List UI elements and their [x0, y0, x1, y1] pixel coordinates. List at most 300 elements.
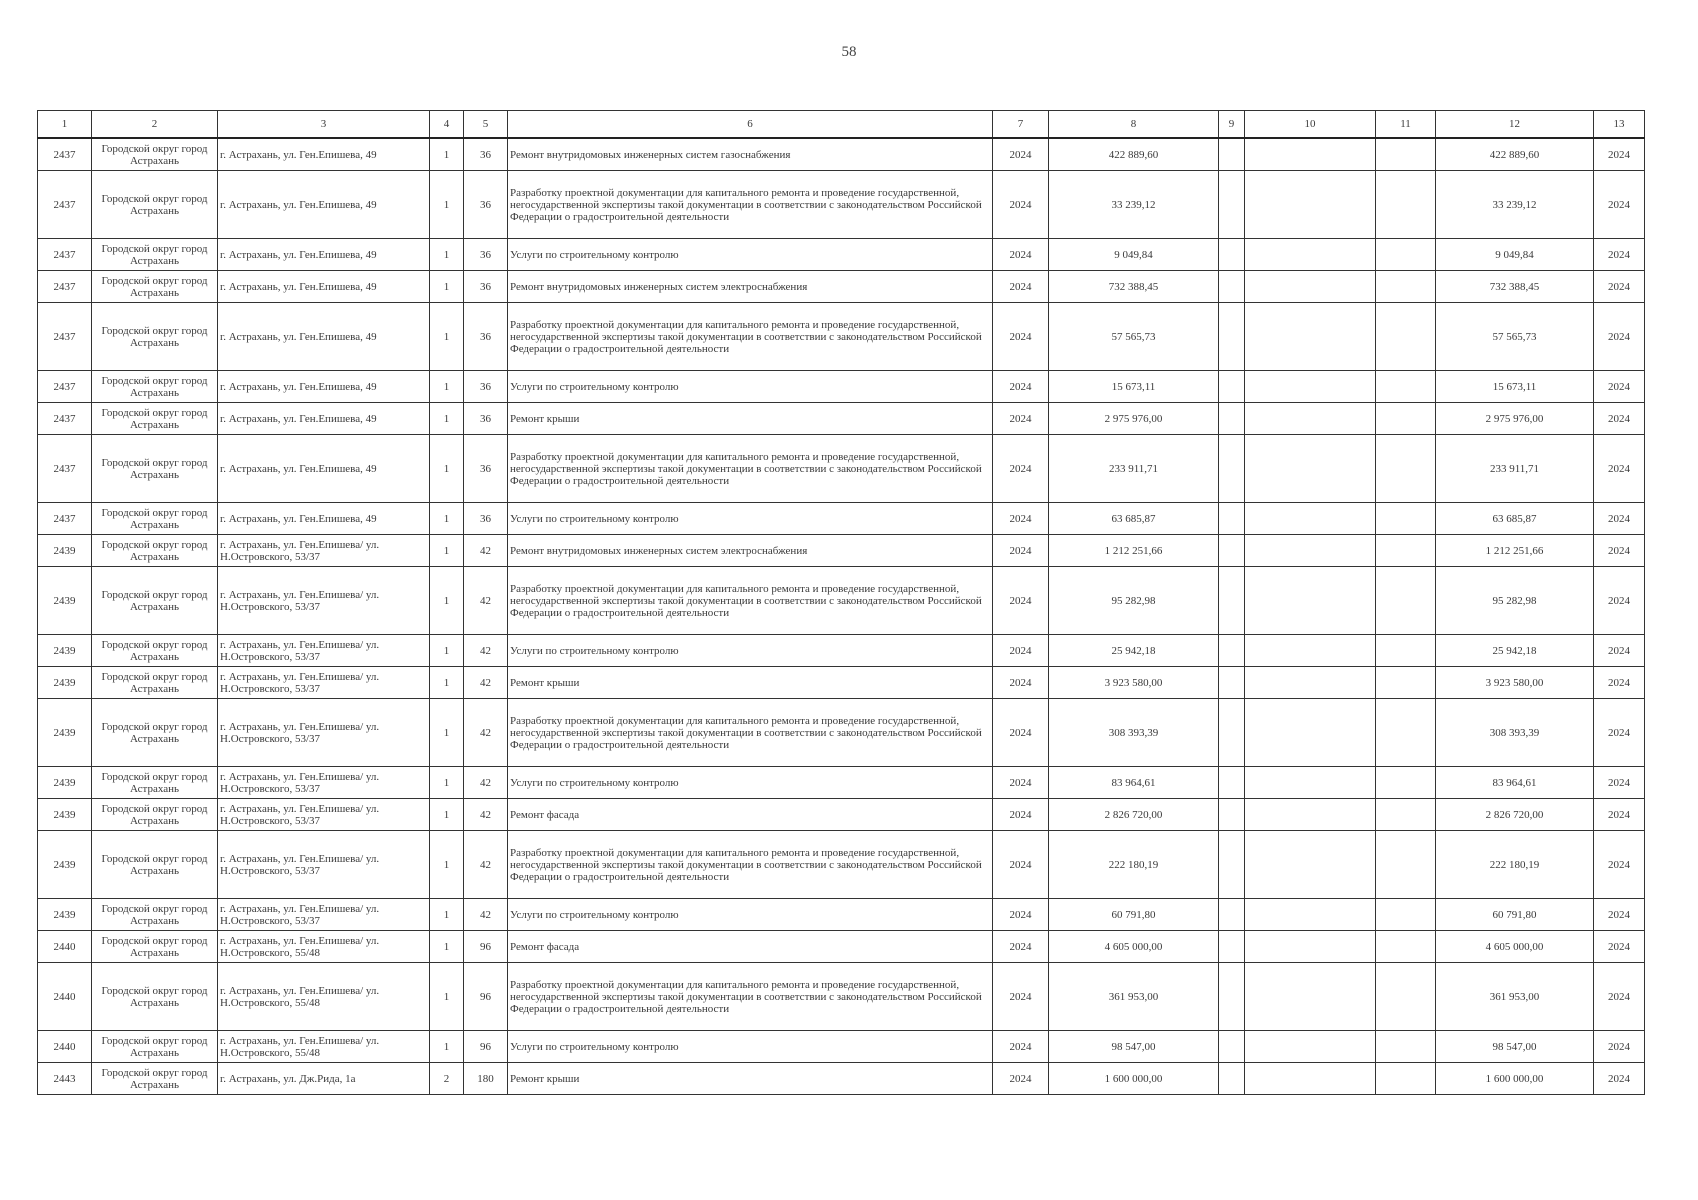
col-10-value: [1245, 699, 1376, 767]
total-cost: 3 923 580,00: [1049, 667, 1219, 699]
object-id: 2437: [38, 303, 92, 371]
work-type: Услуги по строительному контролю: [508, 767, 993, 799]
year: 2024: [993, 931, 1049, 963]
table-row: [38, 635, 1645, 667]
col-4-value: 1: [430, 667, 464, 699]
municipality: Городской округ город Астрахань: [92, 831, 218, 899]
address: г. Астрахань, ул. Ген.Епишева, 49: [218, 371, 430, 403]
municipality: Городской округ город Астрахань: [92, 767, 218, 799]
col-12-value: 33 239,12: [1436, 171, 1594, 239]
municipality: Городской округ город Астрахань: [92, 535, 218, 567]
col-10-value: [1245, 171, 1376, 239]
total-cost: 2 826 720,00: [1049, 799, 1219, 831]
work-type: Разработку проектной документации для капитального ремонта и проведение государственной, негосударственной экспертизы такой документации в соответствии с законодательством Российской Федерации о градостроительной деятельности: [508, 831, 993, 899]
work-type: Разработку проектной документации для капитального ремонта и проведение государственной, негосударственной экспертизы такой документации в соответствии с законодательством Российской Федерации о градостроительной деятельности: [508, 303, 993, 371]
total-cost: 9 049,84: [1049, 239, 1219, 271]
col-4-value: 1: [430, 171, 464, 239]
col-11-value: [1376, 435, 1436, 503]
col-5-value: 42: [464, 799, 508, 831]
address: г. Астрахань, ул. Ген.Епишева/ ул. Н.Островского, 55/48: [218, 1031, 430, 1063]
table-row: [38, 931, 1645, 963]
municipality: Городской округ город Астрахань: [92, 1063, 218, 1095]
object-id: 2437: [38, 435, 92, 503]
col-5-value: 36: [464, 138, 508, 171]
address: г. Астрахань, ул. Ген.Епишева/ ул. Н.Островского, 53/37: [218, 899, 430, 931]
col-10-value: [1245, 535, 1376, 567]
year: 2024: [993, 138, 1049, 171]
municipality: Городской округ город Астрахань: [92, 271, 218, 303]
col-9-value: [1219, 171, 1245, 239]
address: г. Астрахань, ул. Ген.Епишева/ ул. Н.Островского, 53/37: [218, 535, 430, 567]
work-type: Ремонт внутридомовых инженерных систем электроснабжения: [508, 271, 993, 303]
col-9-value: [1219, 635, 1245, 667]
object-id: 2437: [38, 403, 92, 435]
year: 2024: [993, 403, 1049, 435]
object-id: 2439: [38, 899, 92, 931]
page-number: 58: [841, 44, 857, 60]
col-5-value: 42: [464, 535, 508, 567]
col-9-value: [1219, 535, 1245, 567]
col-11-value: [1376, 799, 1436, 831]
col-4-value: 1: [430, 699, 464, 767]
address: г. Астрахань, ул. Дж.Рида, 1а: [218, 1063, 430, 1095]
col-4-value: 1: [430, 535, 464, 567]
column-number-11: 11: [1376, 111, 1436, 139]
column-number-10: 10: [1245, 111, 1376, 139]
municipality: Городской округ город Астрахань: [92, 667, 218, 699]
col-13-value: 2024: [1594, 535, 1645, 567]
col-10-value: [1245, 1031, 1376, 1063]
work-type: Разработку проектной документации для капитального ремонта и проведение государственной, негосударственной экспертизы такой документации в соответствии с законодательством Российской Федерации о градостроительной деятельности: [508, 435, 993, 503]
col-9-value: [1219, 931, 1245, 963]
col-10-value: [1245, 931, 1376, 963]
object-id: 2437: [38, 271, 92, 303]
work-type: Ремонт крыши: [508, 667, 993, 699]
address: г. Астрахань, ул. Ген.Епишева, 49: [218, 171, 430, 239]
col-13-value: 2024: [1594, 503, 1645, 535]
column-number-row: [38, 111, 1645, 139]
col-9-value: [1219, 667, 1245, 699]
municipality: Городской округ город Астрахань: [92, 963, 218, 1031]
col-11-value: [1376, 667, 1436, 699]
total-cost: 98 547,00: [1049, 1031, 1219, 1063]
column-number-7: 7: [993, 111, 1049, 139]
col-5-value: 42: [464, 567, 508, 635]
year: 2024: [993, 567, 1049, 635]
col-11-value: [1376, 503, 1436, 535]
col-4-value: 1: [430, 635, 464, 667]
col-5-value: 180: [464, 1063, 508, 1095]
col-11-value: [1376, 303, 1436, 371]
col-9-value: [1219, 435, 1245, 503]
municipality: Городской округ город Астрахань: [92, 567, 218, 635]
table-row: [38, 403, 1645, 435]
total-cost: 15 673,11: [1049, 371, 1219, 403]
col-11-value: [1376, 699, 1436, 767]
year: 2024: [993, 767, 1049, 799]
total-cost: 33 239,12: [1049, 171, 1219, 239]
work-type: Услуги по строительному контролю: [508, 1031, 993, 1063]
col-12-value: 3 923 580,00: [1436, 667, 1594, 699]
municipality: Городской округ город Астрахань: [92, 1031, 218, 1063]
column-number-2: 2: [92, 111, 218, 139]
table-row: [38, 239, 1645, 271]
col-12-value: 1 600 000,00: [1436, 1063, 1594, 1095]
col-4-value: 1: [430, 138, 464, 171]
year: 2024: [993, 503, 1049, 535]
col-4-value: 1: [430, 767, 464, 799]
address: г. Астрахань, ул. Ген.Епишева, 49: [218, 403, 430, 435]
total-cost: 422 889,60: [1049, 138, 1219, 171]
col-10-value: [1245, 239, 1376, 271]
col-12-value: 422 889,60: [1436, 138, 1594, 171]
col-4-value: 1: [430, 567, 464, 635]
year: 2024: [993, 271, 1049, 303]
address: г. Астрахань, ул. Ген.Епишева, 49: [218, 303, 430, 371]
municipality: Городской округ город Астрахань: [92, 138, 218, 171]
work-type: Услуги по строительному контролю: [508, 635, 993, 667]
address: г. Астрахань, ул. Ген.Епишева/ ул. Н.Островского, 55/48: [218, 931, 430, 963]
col-13-value: 2024: [1594, 899, 1645, 931]
col-9-value: [1219, 899, 1245, 931]
year: 2024: [993, 799, 1049, 831]
work-type: Услуги по строительному контролю: [508, 239, 993, 271]
year: 2024: [993, 171, 1049, 239]
total-cost: 83 964,61: [1049, 767, 1219, 799]
year: 2024: [993, 899, 1049, 931]
year: 2024: [993, 239, 1049, 271]
total-cost: 2 975 976,00: [1049, 403, 1219, 435]
col-5-value: 42: [464, 635, 508, 667]
col-13-value: 2024: [1594, 799, 1645, 831]
work-type: Ремонт крыши: [508, 403, 993, 435]
table-row: [38, 535, 1645, 567]
total-cost: 95 282,98: [1049, 567, 1219, 635]
col-11-value: [1376, 963, 1436, 1031]
col-11-value: [1376, 271, 1436, 303]
col-10-value: [1245, 138, 1376, 171]
col-11-value: [1376, 535, 1436, 567]
municipality: Городской округ город Астрахань: [92, 899, 218, 931]
address: г. Астрахань, ул. Ген.Епишева, 49: [218, 138, 430, 171]
municipality: Городской округ город Астрахань: [92, 699, 218, 767]
work-type: Услуги по строительному контролю: [508, 503, 993, 535]
col-4-value: 1: [430, 1031, 464, 1063]
col-4-value: 1: [430, 371, 464, 403]
col-10-value: [1245, 271, 1376, 303]
col-4-value: 1: [430, 899, 464, 931]
col-12-value: 9 049,84: [1436, 239, 1594, 271]
col-13-value: 2024: [1594, 963, 1645, 1031]
col-5-value: 96: [464, 931, 508, 963]
table-row: [38, 271, 1645, 303]
col-13-value: 2024: [1594, 271, 1645, 303]
total-cost: 25 942,18: [1049, 635, 1219, 667]
table-row: [38, 767, 1645, 799]
object-id: 2437: [38, 171, 92, 239]
col-10-value: [1245, 403, 1376, 435]
table-row: [38, 371, 1645, 403]
table-row: [38, 503, 1645, 535]
col-11-value: [1376, 239, 1436, 271]
year: 2024: [993, 635, 1049, 667]
col-9-value: [1219, 239, 1245, 271]
col-4-value: 1: [430, 239, 464, 271]
col-10-value: [1245, 667, 1376, 699]
col-5-value: 36: [464, 371, 508, 403]
col-13-value: 2024: [1594, 171, 1645, 239]
work-type: Разработку проектной документации для капитального ремонта и проведение государственной, негосударственной экспертизы такой документации в соответствии с законодательством Российской Федерации о градостроительной деятельности: [508, 963, 993, 1031]
col-5-value: 42: [464, 699, 508, 767]
col-12-value: 361 953,00: [1436, 963, 1594, 1031]
object-id: 2439: [38, 767, 92, 799]
total-cost: 222 180,19: [1049, 831, 1219, 899]
column-number-6: 6: [508, 111, 993, 139]
col-12-value: 2 826 720,00: [1436, 799, 1594, 831]
column-number-13: 13: [1594, 111, 1645, 139]
col-13-value: 2024: [1594, 667, 1645, 699]
municipality: Городской округ город Астрахань: [92, 503, 218, 535]
col-13-value: 2024: [1594, 831, 1645, 899]
col-5-value: 42: [464, 767, 508, 799]
year: 2024: [993, 1031, 1049, 1063]
col-4-value: 1: [430, 403, 464, 435]
object-id: 2439: [38, 535, 92, 567]
address: г. Астрахань, ул. Ген.Епишева/ ул. Н.Островского, 53/37: [218, 699, 430, 767]
col-10-value: [1245, 371, 1376, 403]
col-10-value: [1245, 963, 1376, 1031]
col-10-value: [1245, 503, 1376, 535]
col-13-value: 2024: [1594, 239, 1645, 271]
address: г. Астрахань, ул. Ген.Епишева/ ул. Н.Островского, 53/37: [218, 635, 430, 667]
col-13-value: 2024: [1594, 635, 1645, 667]
col-9-value: [1219, 1063, 1245, 1095]
municipality: Городской округ город Астрахань: [92, 303, 218, 371]
municipality: Городской округ город Астрахань: [92, 239, 218, 271]
col-12-value: 4 605 000,00: [1436, 931, 1594, 963]
col-12-value: 308 393,39: [1436, 699, 1594, 767]
col-10-value: [1245, 1063, 1376, 1095]
work-type: Ремонт внутридомовых инженерных систем газоснабжения: [508, 138, 993, 171]
col-11-value: [1376, 371, 1436, 403]
year: 2024: [993, 963, 1049, 1031]
municipality: Городской округ город Астрахань: [92, 635, 218, 667]
col-10-value: [1245, 567, 1376, 635]
column-number-5: 5: [464, 111, 508, 139]
total-cost: 308 393,39: [1049, 699, 1219, 767]
col-4-value: 1: [430, 271, 464, 303]
col-12-value: 60 791,80: [1436, 899, 1594, 931]
col-9-value: [1219, 1031, 1245, 1063]
col-13-value: 2024: [1594, 403, 1645, 435]
table-row: [38, 567, 1645, 635]
col-4-value: 1: [430, 435, 464, 503]
table-row: [38, 699, 1645, 767]
column-number-12: 12: [1436, 111, 1594, 139]
col-10-value: [1245, 635, 1376, 667]
col-9-value: [1219, 503, 1245, 535]
object-id: 2439: [38, 635, 92, 667]
col-5-value: 42: [464, 899, 508, 931]
table-row: [38, 667, 1645, 699]
col-11-value: [1376, 138, 1436, 171]
col-4-value: 1: [430, 931, 464, 963]
col-11-value: [1376, 899, 1436, 931]
column-number-9: 9: [1219, 111, 1245, 139]
municipality: Городской округ город Астрахань: [92, 371, 218, 403]
work-type: Ремонт крыши: [508, 1063, 993, 1095]
column-number-8: 8: [1049, 111, 1219, 139]
col-12-value: 95 282,98: [1436, 567, 1594, 635]
year: 2024: [993, 667, 1049, 699]
col-9-value: [1219, 138, 1245, 171]
object-id: 2439: [38, 799, 92, 831]
object-id: 2439: [38, 567, 92, 635]
col-12-value: 222 180,19: [1436, 831, 1594, 899]
address: г. Астрахань, ул. Ген.Епишева, 49: [218, 271, 430, 303]
table-body: [38, 138, 1645, 1095]
work-type: Услуги по строительному контролю: [508, 899, 993, 931]
col-10-value: [1245, 767, 1376, 799]
col-11-value: [1376, 567, 1436, 635]
col-9-value: [1219, 271, 1245, 303]
address: г. Астрахань, ул. Ген.Епишева/ ул. Н.Островского, 53/37: [218, 567, 430, 635]
address: г. Астрахань, ул. Ген.Епишева, 49: [218, 435, 430, 503]
table-row: [38, 1031, 1645, 1063]
col-10-value: [1245, 899, 1376, 931]
col-12-value: 57 565,73: [1436, 303, 1594, 371]
object-id: 2443: [38, 1063, 92, 1095]
col-11-value: [1376, 403, 1436, 435]
col-9-value: [1219, 567, 1245, 635]
address: г. Астрахань, ул. Ген.Епишева/ ул. Н.Островского, 53/37: [218, 799, 430, 831]
municipality: Городской округ город Астрахань: [92, 931, 218, 963]
total-cost: 1 600 000,00: [1049, 1063, 1219, 1095]
col-5-value: 36: [464, 271, 508, 303]
col-9-value: [1219, 699, 1245, 767]
column-number-4: 4: [430, 111, 464, 139]
table-row: [38, 138, 1645, 171]
table-row: [38, 963, 1645, 1031]
col-9-value: [1219, 831, 1245, 899]
address: г. Астрахань, ул. Ген.Епишева/ ул. Н.Островского, 53/37: [218, 831, 430, 899]
work-type: Ремонт внутридомовых инженерных систем электроснабжения: [508, 535, 993, 567]
col-5-value: 36: [464, 435, 508, 503]
col-13-value: 2024: [1594, 1031, 1645, 1063]
municipality: Городской округ город Астрахань: [92, 799, 218, 831]
col-12-value: 98 547,00: [1436, 1031, 1594, 1063]
total-cost: 233 911,71: [1049, 435, 1219, 503]
work-type: Разработку проектной документации для капитального ремонта и проведение государственной, негосударственной экспертизы такой документации в соответствии с законодательством Российской Федерации о градостроительной деятельности: [508, 699, 993, 767]
col-12-value: 15 673,11: [1436, 371, 1594, 403]
address: г. Астрахань, ул. Ген.Епишева/ ул. Н.Островского, 55/48: [218, 963, 430, 1031]
col-12-value: 732 388,45: [1436, 271, 1594, 303]
year: 2024: [993, 435, 1049, 503]
table-row: [38, 799, 1645, 831]
col-10-value: [1245, 799, 1376, 831]
col-9-value: [1219, 799, 1245, 831]
col-5-value: 42: [464, 667, 508, 699]
total-cost: 732 388,45: [1049, 271, 1219, 303]
year: 2024: [993, 831, 1049, 899]
address: г. Астрахань, ул. Ген.Епишева/ ул. Н.Островского, 53/37: [218, 667, 430, 699]
col-9-value: [1219, 963, 1245, 1031]
col-9-value: [1219, 371, 1245, 403]
col-13-value: 2024: [1594, 435, 1645, 503]
col-11-value: [1376, 1063, 1436, 1095]
work-type: Ремонт фасада: [508, 799, 993, 831]
work-type: Разработку проектной документации для капитального ремонта и проведение государственной, негосударственной экспертизы такой документации в соответствии с законодательством Российской Федерации о градостроительной деятельности: [508, 171, 993, 239]
repair-program-table: [37, 110, 1645, 1095]
total-cost: 57 565,73: [1049, 303, 1219, 371]
work-type: Разработку проектной документации для капитального ремонта и проведение государственной, негосударственной экспертизы такой документации в соответствии с законодательством Российской Федерации о градостроительной деятельности: [508, 567, 993, 635]
col-5-value: 36: [464, 503, 508, 535]
col-4-value: 2: [430, 1063, 464, 1095]
col-13-value: 2024: [1594, 699, 1645, 767]
work-type: Ремонт фасада: [508, 931, 993, 963]
col-5-value: 36: [464, 239, 508, 271]
table-row: [38, 303, 1645, 371]
col-11-value: [1376, 635, 1436, 667]
object-id: 2439: [38, 699, 92, 767]
municipality: Городской округ город Астрахань: [92, 403, 218, 435]
column-number-3: 3: [218, 111, 430, 139]
object-id: 2440: [38, 1031, 92, 1063]
col-5-value: 96: [464, 1031, 508, 1063]
col-13-value: 2024: [1594, 1063, 1645, 1095]
col-13-value: 2024: [1594, 567, 1645, 635]
address: г. Астрахань, ул. Ген.Епишева, 49: [218, 503, 430, 535]
col-4-value: 1: [430, 831, 464, 899]
total-cost: 1 212 251,66: [1049, 535, 1219, 567]
col-11-value: [1376, 171, 1436, 239]
col-12-value: 233 911,71: [1436, 435, 1594, 503]
col-13-value: 2024: [1594, 303, 1645, 371]
total-cost: 60 791,80: [1049, 899, 1219, 931]
col-12-value: 2 975 976,00: [1436, 403, 1594, 435]
col-5-value: 36: [464, 303, 508, 371]
column-number-1: 1: [38, 111, 92, 139]
col-5-value: 36: [464, 171, 508, 239]
col-11-value: [1376, 931, 1436, 963]
table-row: [38, 1063, 1645, 1095]
col-11-value: [1376, 831, 1436, 899]
address: г. Астрахань, ул. Ген.Епишева, 49: [218, 239, 430, 271]
work-type: Услуги по строительному контролю: [508, 371, 993, 403]
col-12-value: 1 212 251,66: [1436, 535, 1594, 567]
col-11-value: [1376, 1031, 1436, 1063]
col-12-value: 63 685,87: [1436, 503, 1594, 535]
table-row: [38, 899, 1645, 931]
year: 2024: [993, 535, 1049, 567]
total-cost: 4 605 000,00: [1049, 931, 1219, 963]
object-id: 2439: [38, 667, 92, 699]
col-9-value: [1219, 303, 1245, 371]
object-id: 2437: [38, 239, 92, 271]
municipality: Городской округ город Астрахань: [92, 171, 218, 239]
total-cost: 361 953,00: [1049, 963, 1219, 1031]
year: 2024: [993, 371, 1049, 403]
col-13-value: 2024: [1594, 371, 1645, 403]
col-12-value: 25 942,18: [1436, 635, 1594, 667]
object-id: 2440: [38, 931, 92, 963]
municipality: Городской округ город Астрахань: [92, 435, 218, 503]
col-4-value: 1: [430, 303, 464, 371]
table-row: [38, 831, 1645, 899]
object-id: 2437: [38, 503, 92, 535]
col-13-value: 2024: [1594, 931, 1645, 963]
col-12-value: 83 964,61: [1436, 767, 1594, 799]
